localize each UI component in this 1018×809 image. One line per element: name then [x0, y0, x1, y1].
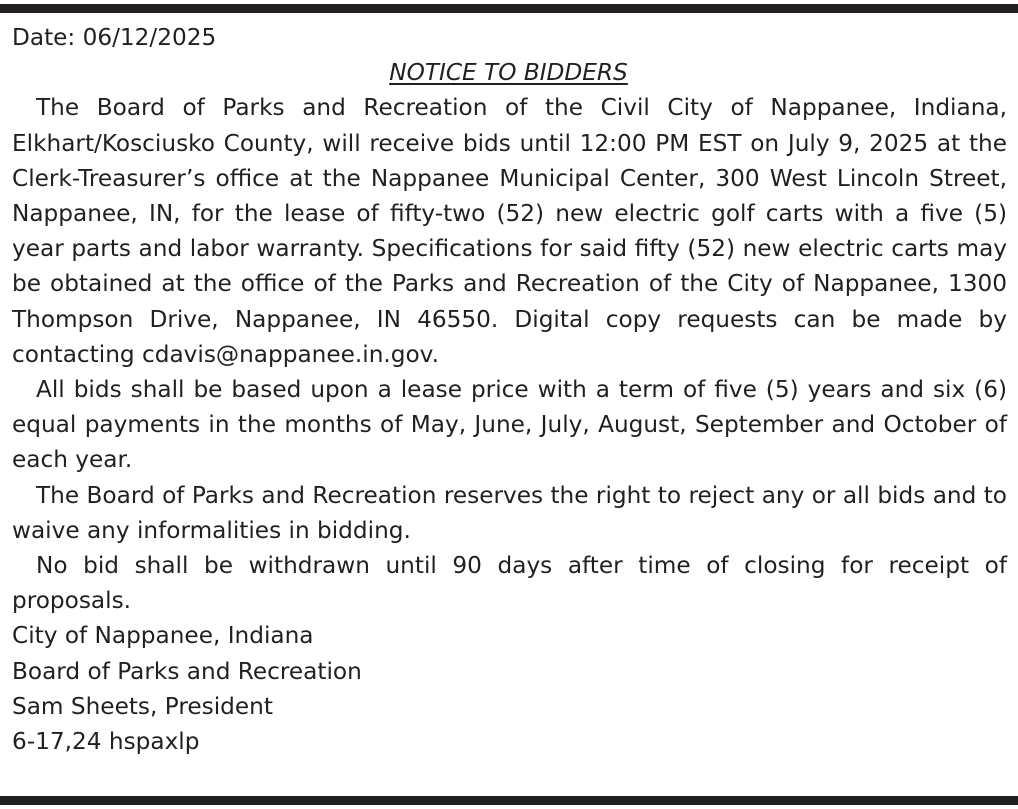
paragraph-bid-details: The Board of Parks and Recreation of the Civil City of Nappanee, Indiana, Elkhart/Kosciusko County, will receive bids until 12:00 PM EST on July 9, 2025 at the Clerk-Treasurer’s office at the Nappanee Municipal Center, 300 West Lincoln Street, Nappanee, IN, for the lease of fifty-two (52) new electric golf carts with a five (5) year parts and labor warranty. Specifications for said fifty (52) new electric carts may be obtained at the office of the Parks and Recreation of the City of Nappanee, 1300 Thompson Drive, Nappanee, IN 46550. Digital copy requests can be made by contacting cdavis@nappanee.in.gov.: [12, 94, 1007, 368]
paragraph-withdrawal: No bid shall be withdrawn until 90 days after time of closing for receipt of proposals.: [12, 552, 1007, 615]
paragraph-lease-terms: All bids shall be based upon a lease price with a term of five (5) years and six (6) equal payments in the months of May, June, July, August, September and October of each year.: [12, 376, 1007, 474]
signature-signer: Sam Sheets, President: [12, 692, 273, 720]
paragraph-reservation: The Board of Parks and Recreation reserves the right to reject any or all bids and to waive any informalities in bidding.: [12, 481, 1007, 544]
bottom-border-rule: [0, 796, 1018, 805]
signature-board: Board of Parks and Recreation: [12, 657, 362, 685]
signature-city: City of Nappanee, Indiana: [12, 622, 314, 650]
top-border-rule: [0, 4, 1018, 13]
legal-notice: [12, 20, 1007, 759]
notice-date: Date: 06/12/2025: [12, 24, 217, 51]
notice-title: NOTICE TO BIDDERS: [389, 59, 628, 87]
publication-code: 6-17,24 hspaxlp: [12, 728, 200, 756]
